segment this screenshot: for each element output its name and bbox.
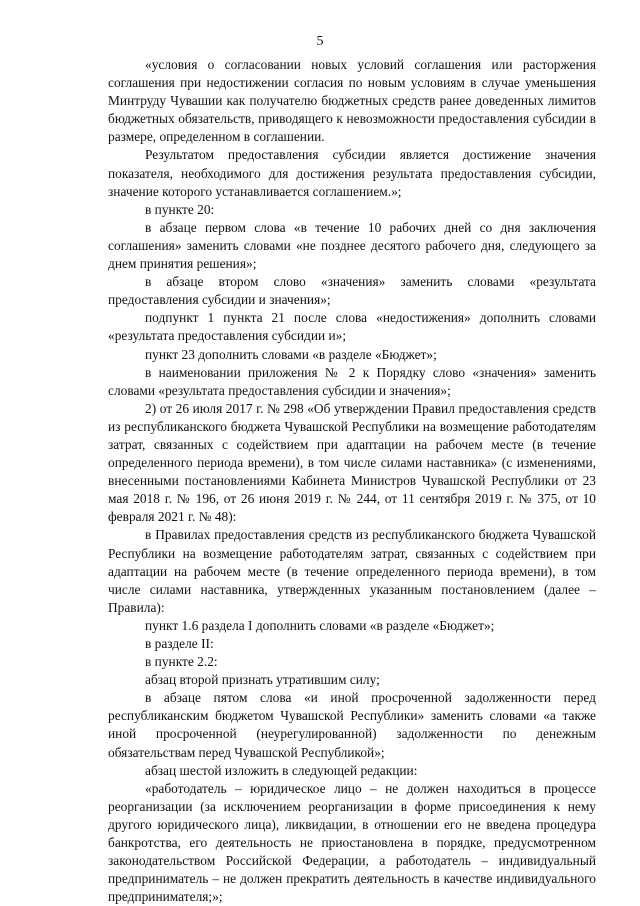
page-number: 5: [316, 34, 324, 49]
paragraph: абзац второй признать утратившим силу;: [145, 672, 380, 688]
paragraph: пункт 23 дополнить словами «в разделе «Бюджет»;: [145, 346, 437, 362]
paragraph: Результатом предоставления субсидии является достижение значения показателя, необходимого для достижения результата предоставления субсидии, значение которого устанавливается соглашением.»;: [108, 147, 596, 199]
paragraph: в абзаце пятом слова «и иной просроченной задолженности перед республиканским бюджетом Чувашской Республики» заменить словами «а также иной просроченной (неурегулированной) задолженности по денежным обязательствам перед Чувашской Республикой»;: [108, 690, 596, 760]
paragraph: пункт 1.6 раздела I дополнить словами «в разделе «Бюджет»;: [145, 617, 495, 633]
paragraph: «условия о согласовании новых условий соглашения или расторжения соглашения при недостижении согласия по новым условиям в случае уменьшения Минтруду Чувашии как получателю бюджетных средств ранее доведенных лимитов бюджетных обязательств, приводящего к невозможности предоставления субсидии в размере, определенном в соглашении.: [108, 57, 596, 145]
paragraph: подпункт 1 пункта 21 после слова «недостижения» дополнить словами «результата предоставления субсидии и»;: [108, 310, 596, 344]
paragraph: «работодатель – юридическое лицо – не должен находиться в процессе реорганизации (за исключением реорганизации в форме присоединения к нему другого юридического лица), ликвидации, в отношении его не введена процедура банкротства, его деятельность не приостановлена в порядке, предусмотренном законодательством Российской Федерации, а работодатель – индивидуальный предприниматель – не должен прекратить деятельность в качестве индивидуального предпринимателя;»;: [108, 780, 596, 905]
paragraph: в абзаце втором слово «значения» заменить словами «результата предоставления субсидии и значения»;: [108, 274, 596, 308]
paragraph: в наименовании приложения № 2 к Порядку слово «значения» заменить словами «результата предоставления субсидии и значения»;: [108, 364, 596, 398]
paragraph: абзац шестой изложить в следующей редакции:: [145, 762, 418, 778]
document-body: [108, 56, 596, 906]
paragraph: в пункте 20:: [145, 201, 215, 217]
paragraph: в Правилах предоставления средств из республиканского бюджета Чувашской Республики на возмещение работодателям затрат, связанных с содействием при адаптации на рабочем месте (в течение определенного периода времени), в том числе силами наставника, утвержденных указанным постановлением (далее – Правила):: [108, 527, 596, 615]
paragraph: в разделе II:: [145, 636, 214, 651]
paragraph: 2) от 26 июля 2017 г. № 298 «Об утверждении Правил предоставления средств из республиканского бюджета Чувашской Республики на возмещение работодателям затрат, связанных с содействием при адаптации на рабочем месте (в течение определенного периода времени), в том числе силами наставника» (с изменениями, внесенными постановлениями Кабинета Министров Чувашской Республики от 23 мая 2018 г. № 196, от 26 июня 2019 г. № 244, от 11 сентября 2019 г. № 375, от 10 февраля 2021 г. № 48):: [108, 400, 596, 525]
paragraph: в абзаце первом слова «в течение 10 рабочих дней со дня заключения соглашения» заменить словами «не позднее десятого рабочего дня, следующего за днем принятия решения»;: [108, 219, 596, 272]
paragraph: в пункте 2.2:: [145, 654, 218, 670]
